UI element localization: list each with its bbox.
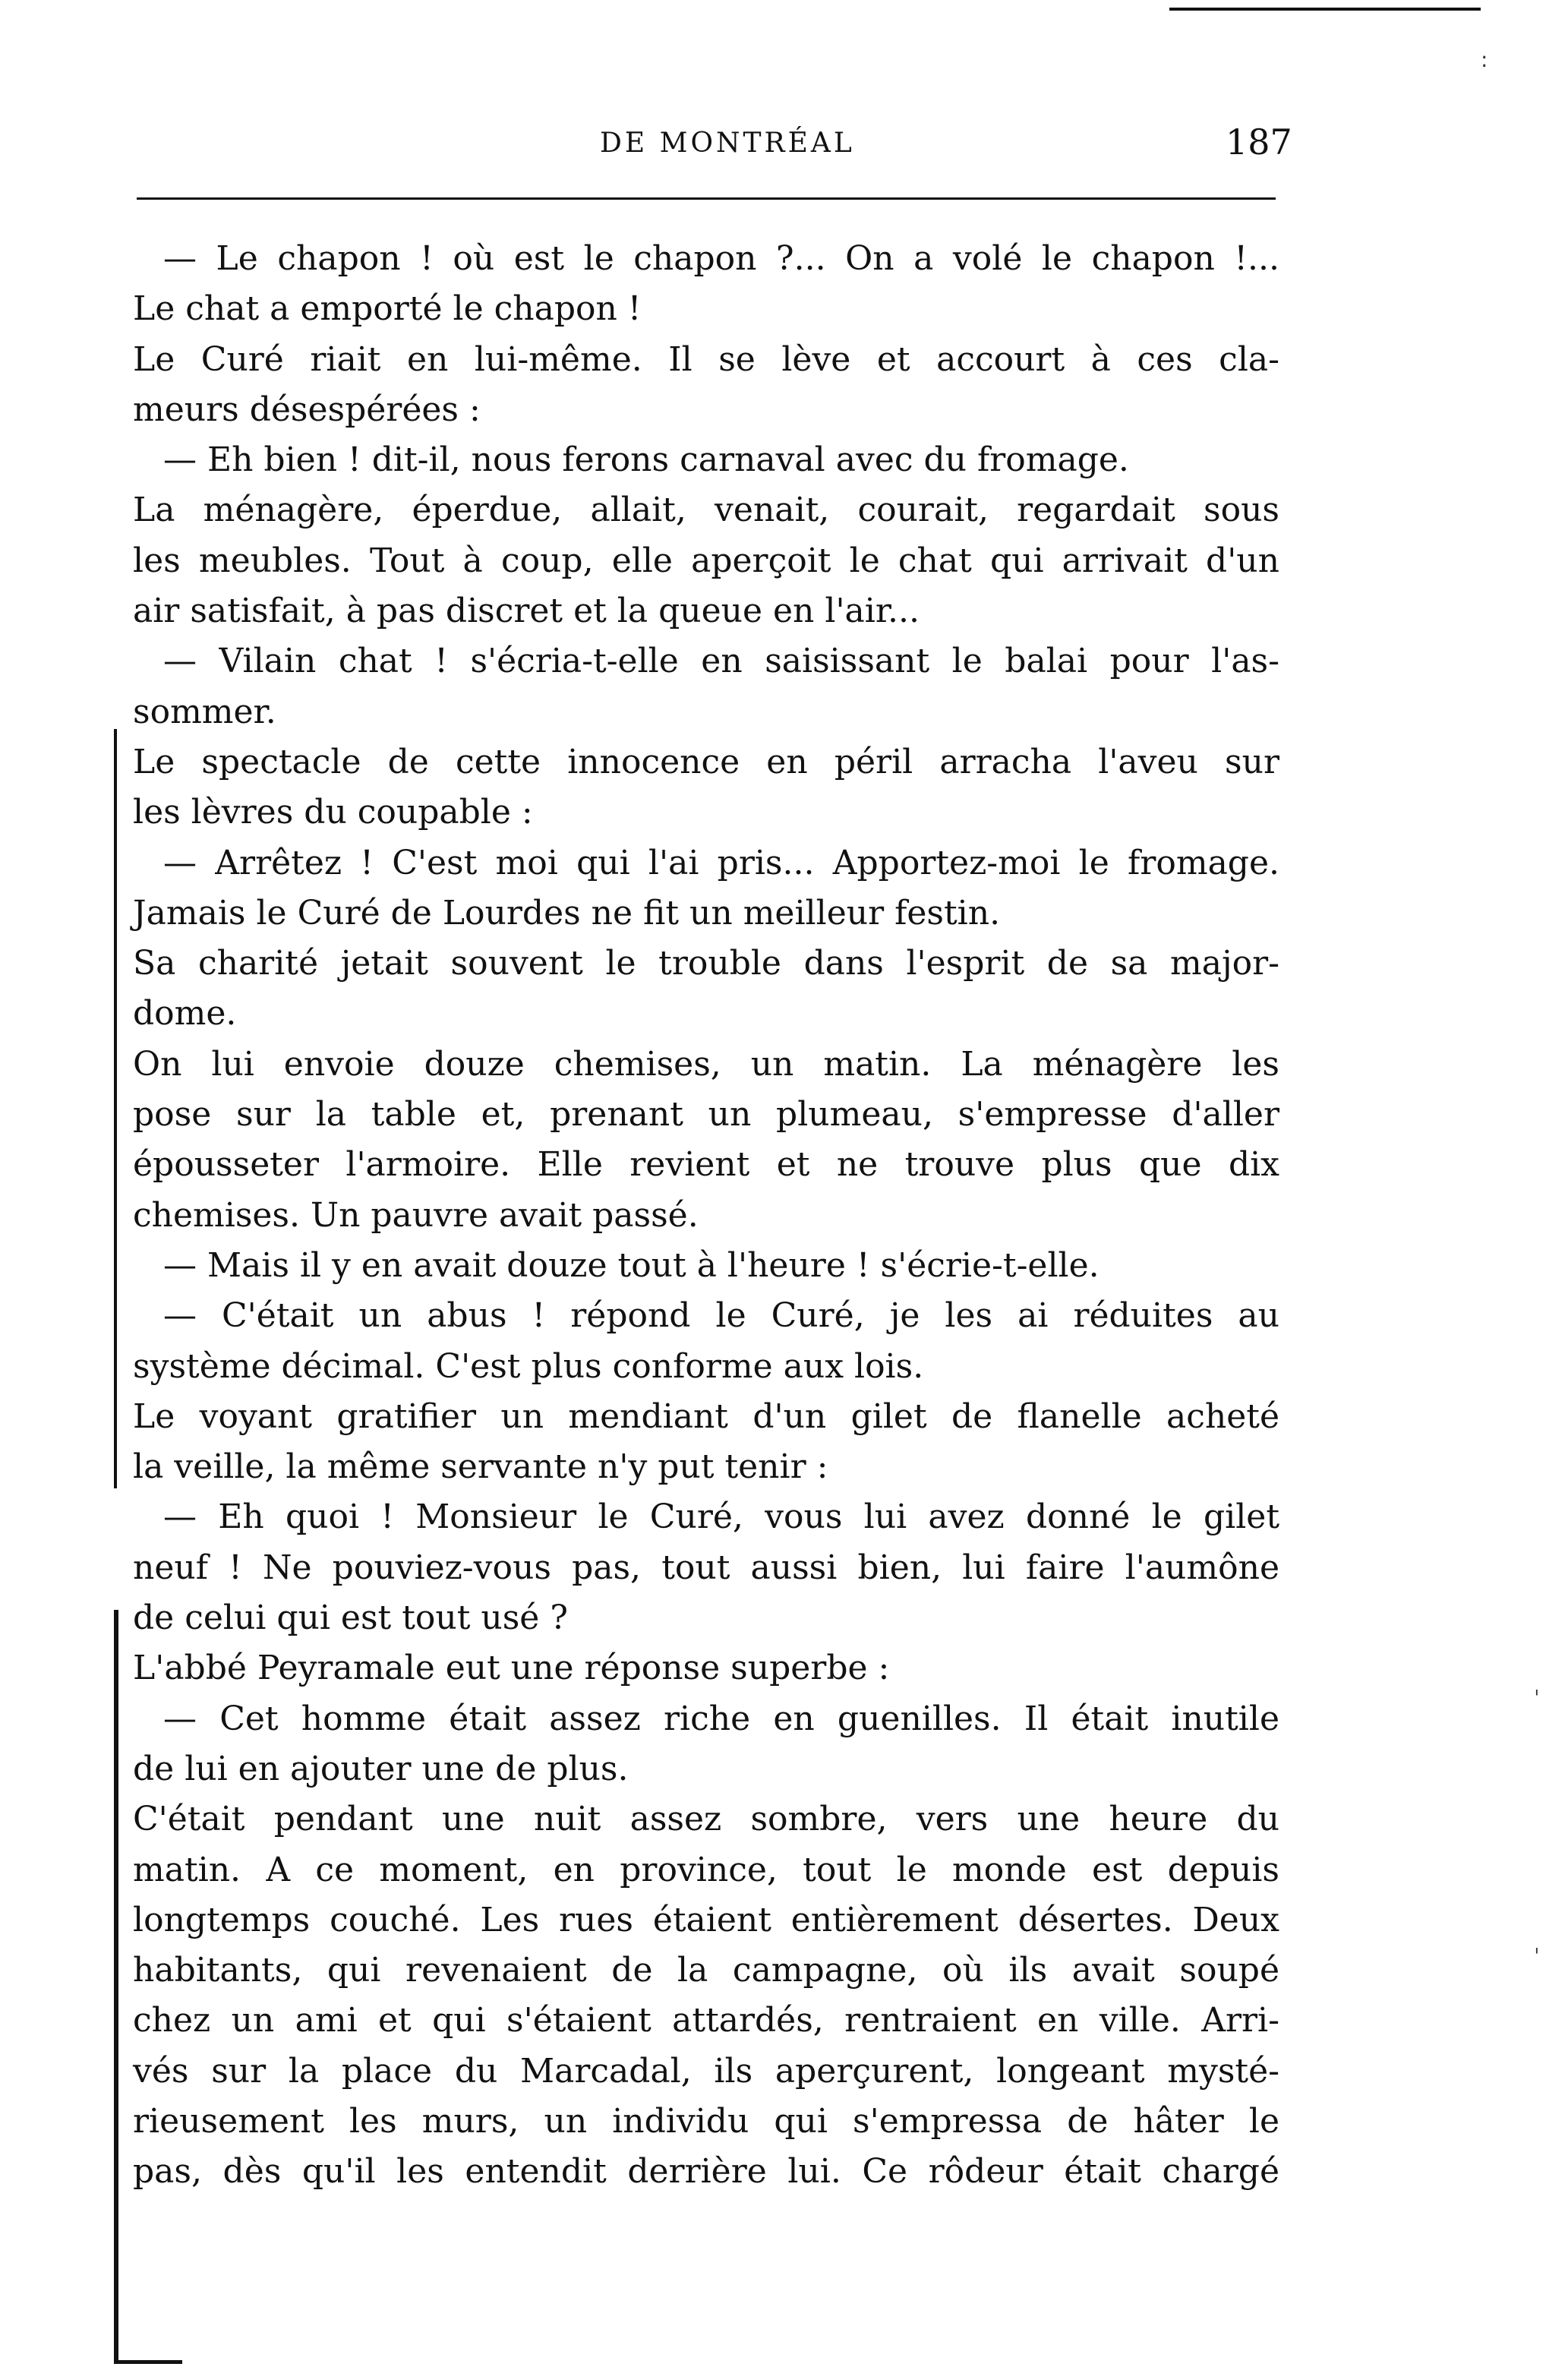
header-rule: [137, 197, 1276, 200]
text-line: — C'était un abus ! répond le Curé, je les ai réduites au: [163, 1296, 1279, 1336]
text-line: les meubles. Tout à coup, elle aperçoit le chat qui arrivait d'un: [133, 541, 1279, 580]
text-line: — Vilain chat ! s'écria-t-elle en saisissant le balai pour l'as-: [163, 642, 1279, 681]
text-line: habitants, qui revenaient de la campagne, où ils avait soupé: [133, 1951, 1279, 1990]
binding-shadow-line: [114, 2360, 182, 2364]
binding-shadow-line: [114, 1610, 118, 2362]
text-line: pose sur la table et, prenant un plumeau, s'empresse d'aller: [133, 1095, 1279, 1135]
text-line: Jamais le Curé de Lourdes ne fit un meilleur festin.: [133, 893, 1001, 933]
text-line: — Arrêtez ! C'est moi qui l'ai pris... Apportez-moi le fromage.: [163, 843, 1279, 882]
text-line: matin. A ce moment, en province, tout le monde est depuis: [133, 1850, 1279, 1889]
margin-speck: :: [1481, 47, 1488, 72]
text-line: — Eh quoi ! Monsieur le Curé, vous lui avez donné le gilet: [163, 1497, 1279, 1537]
text-line: Le voyant gratifier un mendiant d'un gilet de flanelle acheté: [133, 1396, 1279, 1436]
text-line: — Mais il y en avait douze tout à l'heure ! s'écrie-t-elle.: [163, 1245, 1099, 1285]
running-title: DE MONTRÉAL: [600, 128, 855, 159]
text-line: — Le chapon ! où est le chapon ?... On a volé le chapon !...: [163, 239, 1279, 278]
margin-speck: ˈ: [1534, 1944, 1540, 1969]
margin-speck: ˈ: [1534, 1686, 1540, 1711]
text-line: meurs désespérées :: [133, 390, 481, 429]
body-text: [133, 234, 1279, 2198]
text-line: chemises. Un pauvre avait passé.: [133, 1195, 699, 1235]
text-line: épousseter l'armoire. Elle revient et ne trouve plus que dix: [133, 1145, 1279, 1185]
text-line: de lui en ajouter une de plus.: [133, 1749, 629, 1788]
text-line: système décimal. C'est plus conforme aux lois.: [133, 1346, 924, 1386]
text-line: chez un ami et qui s'étaient attardés, rentraient en ville. Arri-: [133, 2001, 1279, 2040]
text-line: les lèvres du coupable :: [133, 793, 533, 832]
page-number: 187: [1226, 121, 1292, 163]
text-line: La ménagère, éperdue, allait, venait, courait, regardait sous: [133, 491, 1279, 530]
text-line: — Cet homme était assez riche en guenilles. Il était inutile: [163, 1699, 1279, 1738]
binding-shadow-line: [114, 729, 117, 1488]
text-line: C'était pendant une nuit assez sombre, vers une heure du: [133, 1800, 1279, 1839]
text-line: Sa charité jetait souvent le trouble dans l'esprit de sa major-: [133, 944, 1279, 983]
text-line: vés sur la place du Marcadal, ils aperçurent, longeant mysté-: [133, 2051, 1279, 2091]
text-line: Le Curé riait en lui-même. Il se lève et accourt à ces cla-: [133, 339, 1279, 379]
text-line: On lui envoie douze chemises, un matin. La ménagère les: [133, 1044, 1279, 1084]
scan-edge-rule: [1169, 8, 1481, 11]
text-line: — Eh bien ! dit-il, nous ferons carnaval avec du fromage.: [163, 440, 1129, 480]
text-line: dome.: [133, 994, 237, 1034]
text-line: la veille, la même servante n'y put tenir :: [133, 1447, 828, 1487]
text-line: de celui qui est tout usé ?: [133, 1598, 568, 1638]
text-line: air satisfait, à pas discret et la queue en l'air...: [133, 592, 920, 631]
text-line: L'abbé Peyramale eut une réponse superbe :: [133, 1649, 890, 1688]
text-line: neuf ! Ne pouviez-vous pas, tout aussi bien, lui faire l'aumône: [133, 1548, 1279, 1587]
text-line: rieusement les murs, un individu qui s'empressa de hâter le: [133, 2101, 1279, 2141]
text-line: sommer.: [133, 692, 276, 731]
text-line: longtemps couché. Les rues étaient entièrement désertes. Deux: [133, 1900, 1279, 1939]
text-line: Le chat a emporté le chapon !: [133, 289, 642, 329]
text-line: Le spectacle de cette innocence en péril arracha l'aveu sur: [133, 742, 1279, 781]
text-line: pas, dès qu'il les entendit derrière lui. Ce rôdeur était chargé: [133, 2152, 1279, 2192]
